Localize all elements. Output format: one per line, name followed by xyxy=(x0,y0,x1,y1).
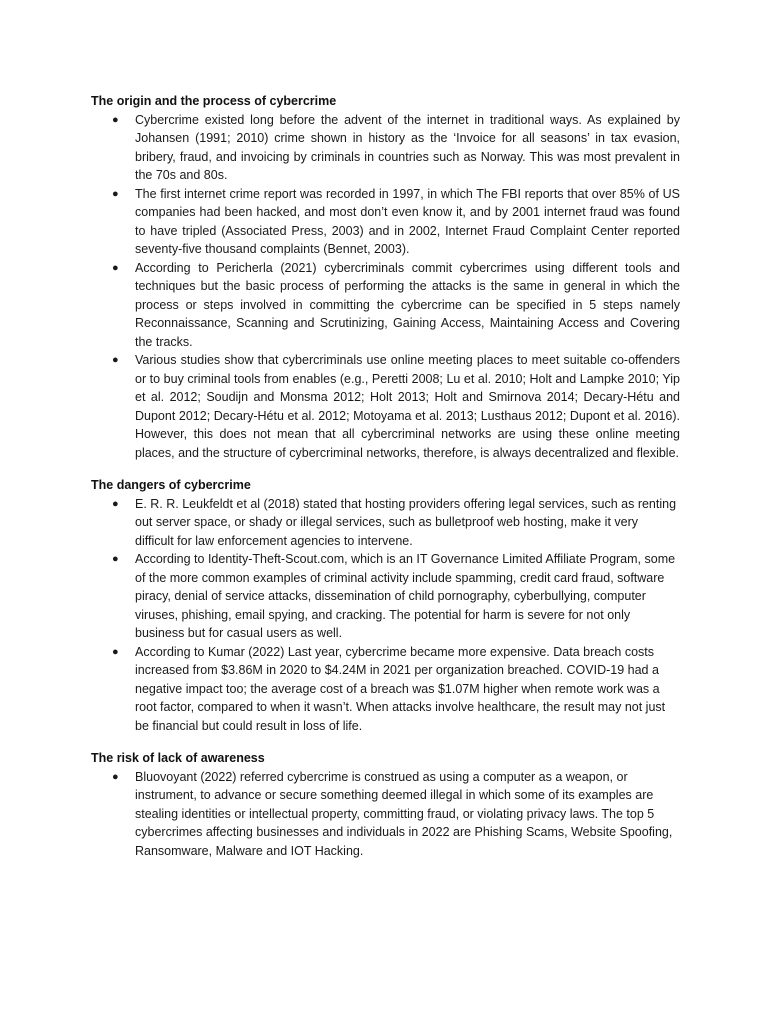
section-awareness xyxy=(91,749,680,860)
list-item-text: According to Identity-Theft-Scout.com, which is an IT Governance Limited Affiliate Program, some of the more common examples of criminal activity include spamming, credit card fraud, software piracy, denial of service attacks, dissemination of child pornography, cyberbullying, computer viruses, phishing, email spying, and cracking. The potential for harm is severe for not only business but for casual users as well. xyxy=(135,552,676,640)
bullet-icon: ● xyxy=(112,770,119,783)
bullet-icon: ● xyxy=(112,497,119,510)
list-item xyxy=(91,550,680,643)
list-item-text: According to Pericherla (2021) cybercriminals commit cybercrimes using different tools and techniques but the basic process of performing the attacks is the same in general in which the process or steps involved in committing the cybercrime can be specified in 5 steps namely Reconnaissance, Scanning and Scrutinizing, Gaining Access, Maintaining Access and Covering the tracks. xyxy=(135,260,680,349)
bullet-icon: ● xyxy=(112,113,119,126)
bullet-list xyxy=(91,768,680,861)
section-heading: The dangers of cybercrime xyxy=(91,478,251,492)
bullet-icon: ● xyxy=(112,553,119,565)
list-item-text: Cybercrime existed long before the advent of the internet in traditional ways. As explained by Johansen (1991; 2010) crime shown in history as the ‘Invoice for all seasons’ in tax evasion, bribery, fraud, and invoicing by criminals in countries such as Norway. This was most prevalent in the 70s and 80s. xyxy=(135,112,680,182)
bullet-icon: ● xyxy=(112,261,119,274)
section-dangers xyxy=(91,476,680,735)
document-page xyxy=(91,92,680,874)
list-item xyxy=(91,643,680,736)
list-item xyxy=(91,111,680,185)
list-item xyxy=(91,768,680,861)
list-item-text: Various studies show that cybercriminals use online meeting places to meet suitable co-offenders or to buy criminal tools from enables (e.g., Peretti 2008; Lu et al. 2010; Holt and Lampke 2010; Yip et al. 2012; Soudijn and Monsma 2012; Holt 2013; Holt and Smirnova 2014; Decary-Hétu and Dupont 2012; Decary-Hétu et al. 2012; Motoyama et al. 2013; Lusthaus 2012; Dupont et al. 2016). However, this does not mean that all cybercriminal networks are using these online meeting places, and the structure of cybercriminal networks, therefore, is always decentralized and flexible. xyxy=(135,353,680,460)
bullet-icon: ● xyxy=(112,645,119,658)
bullet-icon: ● xyxy=(112,354,119,366)
list-item xyxy=(91,259,680,352)
list-item-text: Bluovoyant (2022) referred cybercrime is construed as using a computer as a weapon, or instrument, to advance or secure something deemed illegal in which some of its examples are stealing identities or intellectual property, committing fraud, or violating privacy laws. The top 5 cybercrimes affecting businesses and individuals in 2022 are Phishing Scams, Website Spoofing, Ransomware, Malware and IOT Hacking. xyxy=(135,769,673,858)
section-heading: The origin and the process of cybercrime xyxy=(91,94,337,108)
list-item-text: E. R. R. Leukfeldt et al (2018) stated that hosting providers offering legal services, such as renting out server space, or shady or illegal services, such as bulletproof web hosting, make it very difficult for law enforcement agencies to intervene. xyxy=(135,496,677,548)
list-item xyxy=(91,185,680,259)
bullet-list xyxy=(91,111,680,463)
list-item-text: The first internet crime report was recorded in 1997, in which The FBI reports that over 85% of US companies had been hacked, and most don’t even know it, and by 2001 internet fraud was found to have tripled (Associated Press, 2003) and in 2002, Internet Fraud Complaint Center reported seventy-five thousand complaints (Bennet, 2003). xyxy=(135,186,680,256)
bullet-list xyxy=(91,495,680,736)
list-item xyxy=(91,351,680,462)
bullet-icon: ● xyxy=(112,187,119,200)
section-origin-process xyxy=(91,92,680,462)
list-item xyxy=(91,495,680,551)
section-heading: The risk of lack of awareness xyxy=(91,751,265,765)
list-item-text: According to Kumar (2022) Last year, cybercrime became more expensive. Data breach costs increased from $3.86M in 2020 to $4.24M in 2021 per organization breached. COVID-19 had a negative impact too; the average cost of a breach was $1.07M higher when remote work was a root factor, compared to when it wasn’t. When attacks involve healthcare, the result may not just be financial but could result in loss of life. xyxy=(135,644,666,733)
